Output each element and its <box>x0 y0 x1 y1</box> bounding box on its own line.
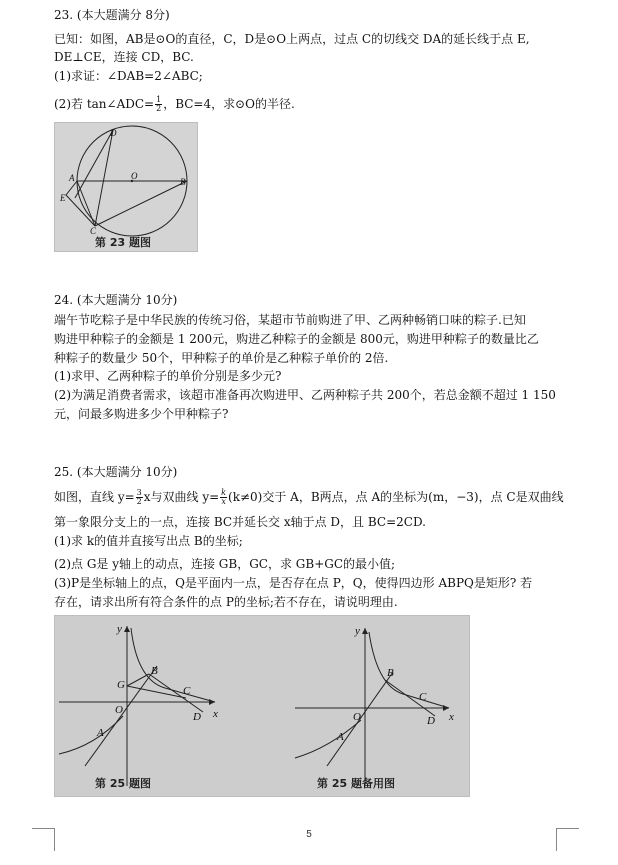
q24-line1: 端午节吃粽子是中华民族的传统习俗，某超市节前购进了甲、乙两种畅销口味的粽子.已知 <box>54 313 526 327</box>
q25-frac1-den: 2 <box>136 497 142 506</box>
label-o: O <box>131 171 138 181</box>
label-c: C <box>90 226 97 236</box>
q24-line3: 种粽子的数量少 50个，甲种粽子的单价是乙种粽子单价的 2倍. <box>54 351 389 365</box>
segment-bd <box>385 680 435 716</box>
hyperbola-q1 <box>369 632 449 708</box>
page-number: 5 <box>306 829 312 840</box>
q23-header: 23. (本大题满分 8分) <box>54 8 170 22</box>
label-a: A <box>337 731 344 743</box>
q25-line1-mid: x与双曲线 y= <box>143 490 220 504</box>
label-b: B <box>151 665 158 677</box>
q25-line1 <box>54 489 564 506</box>
segment-ac <box>77 181 95 226</box>
q23-part2-tail: ，BC=4，求⊙O的半径. <box>163 97 295 111</box>
q23-line2: DE⊥CE，连接 CD，BC. <box>54 50 194 64</box>
label-x: x <box>213 708 218 720</box>
q25-right-caption: 第 25 题备用图 <box>317 777 395 790</box>
q24-line2: 购进甲种粽子的金额是 1 200元，购进乙种粽子的金额是 800元，购进甲种粽子的数量比乙 <box>54 332 539 346</box>
q25-fraction-k <box>220 489 227 506</box>
q24-header: 24. (本大题满分 10分) <box>54 293 178 307</box>
label-o: O <box>115 704 123 716</box>
q23-part2-lead: (2)若 tan∠ADC= <box>54 97 155 111</box>
y-arrow <box>362 628 368 634</box>
q25-line2: 第一象限分支上的一点，连接 BC并延长交 x轴于点 D，且 BC=2CD. <box>54 515 426 529</box>
segment-bc <box>95 181 187 226</box>
q25-frac1-num: 3 <box>136 488 142 497</box>
label-d: D <box>193 711 201 723</box>
label-d: D <box>427 715 435 727</box>
segment-bd <box>149 674 203 712</box>
label-y: y <box>355 625 360 637</box>
y-arrow <box>124 626 130 632</box>
q25-line4: (2)点 G是 y轴上的动点，连接 GB，GC，求 GB+GC的最小值; <box>54 557 396 571</box>
q25-figure-right <box>269 616 469 796</box>
hyperbola-q3 <box>59 716 123 754</box>
label-c: C <box>183 685 191 697</box>
q23-figure-photo <box>54 122 198 252</box>
q25-frac2-den: x <box>221 497 226 506</box>
label-a: A <box>97 727 104 739</box>
q25-frac2-num: k <box>221 488 227 497</box>
q25-left-caption: 第 25 题图 <box>95 777 151 790</box>
label-e: E <box>60 193 66 203</box>
label-y: y <box>117 623 122 635</box>
q24-line4: (1)求甲、乙两种粽子的单价分别是多少元? <box>54 369 282 383</box>
q25-line5: (3)P是坐标轴上的点，Q是平面内一点，是否存在点 P，Q，使得四边形 ABPQ是矩形? 若 <box>54 576 533 590</box>
label-a: A <box>69 173 75 183</box>
label-d: D <box>110 128 117 138</box>
q25-header: 25. (本大题满分 10分) <box>54 465 178 479</box>
q23-line4 <box>54 96 295 113</box>
q24-line6: 元，问最多购进多少个甲种粽子? <box>54 407 229 421</box>
q23-line3: (1)求证：∠DAB=2∠ABC; <box>54 69 203 83</box>
label-b: B <box>180 177 186 187</box>
q24-line5: (2)为满足消费者需求，该超市准备再次购进甲、乙两种粽子共 200个，若总金额不超过 1 150 <box>54 388 556 402</box>
segment-dc <box>95 130 113 226</box>
label-c: C <box>419 691 427 703</box>
segment-da <box>75 130 113 198</box>
q25-line1-tail: (k≠0)交于 A，B两点，点 A的坐标为(m，−3)，点 C是双曲线 <box>228 490 564 504</box>
q25-line3: (1)求 k的值并直接写出点 B的坐标; <box>54 534 243 548</box>
label-x: x <box>449 711 454 723</box>
q25-line6: 存在，请求出所有符合条件的点 P的坐标;若不存在，请说明理由. <box>54 595 398 609</box>
q23-figure-diagram <box>55 123 197 251</box>
segment-ae <box>66 181 77 195</box>
q23-frac-den: 2 <box>156 104 162 113</box>
q23-frac-num: 1 <box>156 95 162 104</box>
q23-line1: 已知：如图，AB是⊙O的直径，C，D是⊙O上两点，过点 C的切线交 DA的延长线于点 E, <box>54 32 530 46</box>
q25-fraction-slope <box>136 489 143 506</box>
label-b: B <box>387 667 394 679</box>
segment-gb <box>127 674 149 686</box>
q25-line1-lead: 如图，直线 y= <box>54 490 135 504</box>
hyperbola-q3 <box>295 720 361 758</box>
q25-figure-photo <box>54 615 470 797</box>
label-o: O <box>353 711 361 723</box>
q25-figure-left <box>55 616 255 796</box>
q23-figure-caption: 第 23 题图 <box>95 236 151 249</box>
x-arrow <box>209 699 215 705</box>
label-g: G <box>117 679 125 691</box>
q23-fraction <box>155 96 162 113</box>
